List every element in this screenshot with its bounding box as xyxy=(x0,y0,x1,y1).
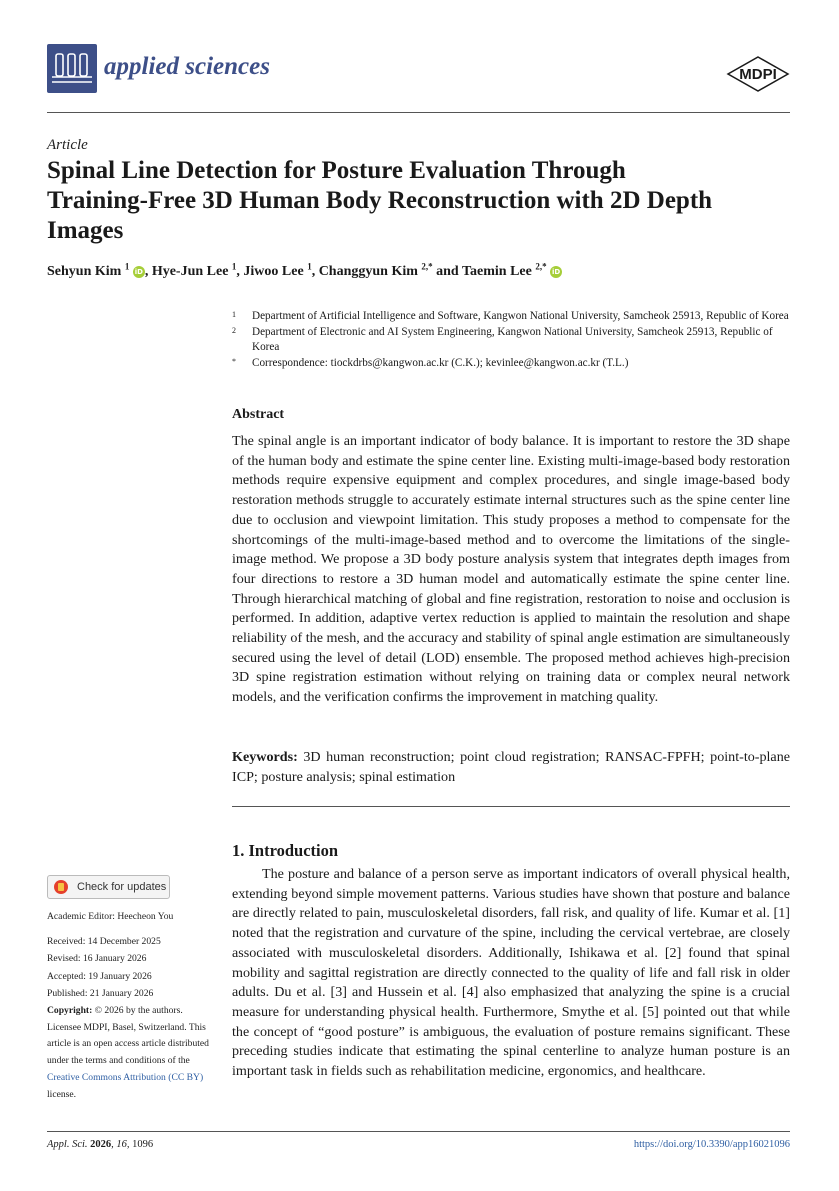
publication-dates xyxy=(47,933,217,1003)
author: Hye-Jun Lee $^1$, xyxy=(151,261,244,279)
check-updates-icon xyxy=(54,880,68,894)
orcid-icon[interactable]: iD xyxy=(551,267,561,276)
academic-editor: Academic Editor: Heecheon You xyxy=(47,911,174,922)
check-updates-label: Check for updates xyxy=(77,881,167,893)
copyright-notice: Copyright: © 2026 by the authors. Licensee MDPI, Basel, Switzerland. This article is an open access article distributed under the terms and conditions of the Creative Commons Attribution (CC BY) license. xyxy=(47,1005,209,1100)
affiliation-item: 2 Department of Electronic and AI System Engineering, Kangwon National University, Samcheok 25913, Republic of Korea xyxy=(232,325,773,354)
keywords xyxy=(232,748,790,787)
date-received: Received: 14 December 2025 xyxy=(47,936,161,947)
author: Taemin Lee $^{2,*}$ iD xyxy=(461,261,561,279)
license-link[interactable]: Creative Commons Attribution (CC BY) xyxy=(47,1071,204,1083)
section-divider xyxy=(232,806,790,807)
citation: Appl. Sci. 2026, 16, 1096 xyxy=(47,1139,154,1150)
correspondence: * Correspondence: tiockdrbs@kangwon.ac.kr (C.K.); kevinlee@kangwon.ac.kr (T.L.) xyxy=(232,356,629,369)
abstract-heading: Abstract xyxy=(232,407,285,422)
author: Jiwoo Lee $^1$, xyxy=(243,261,319,279)
journal-name: applied sciences xyxy=(104,53,270,80)
mdpi-logo-text: MDPI xyxy=(739,66,777,83)
keywords-label: Keywords: xyxy=(232,749,298,765)
author: Changgyun Kim $^{2,*}$ and xyxy=(318,261,462,279)
header-divider xyxy=(47,112,790,113)
date-revised: Revised: 16 January 2026 xyxy=(47,953,147,965)
footer-divider xyxy=(47,1131,790,1132)
abstract-body: The spinal angle is an important indicator of body balance. It is important to restore the 3D shape of the human body and estimate the spine center line. Existing multi-image-based body restoration methods require expensive equipment and complex procedures, and single image-based body restoration methods struggle to accurately estimate internal structures such as the spine center line due to occlusion and viewpoint limitation. This study proposes a method to compensate for the shortcomings of the multi-image-based method and to overcome the limitations of the single-image method. We propose a 3D body posture analysis system that integrates depth images from four directions to restore a 3D human model and automatically estimate the spine center line. Through hierarchical matching of global and fine registration, restoration to noise and occlusion is performed. In addition, adaptive vertex reduction is applied to maintain the resolution and shape reliability of the mesh, and the accuracy and stability of spinal angle estimation are simultaneously secured using the level of detail (LOD) ensemble. The proposed method achieves high-precision 3D spine registration estimation without relying on training data or complex neural network models, and the verification confirms the improvement in matching quality. xyxy=(232,433,790,706)
article-title: Spinal Line Detection for Posture Evaluation Through Training-Free 3D Human Body Reconstruction with 2D Depth Images xyxy=(47,157,713,244)
date-accepted: Accepted: 19 January 2026 xyxy=(47,970,152,982)
date-published: Published: 21 January 2026 xyxy=(47,988,154,1000)
article-type: Article xyxy=(47,137,88,153)
mdpi-logo xyxy=(726,56,790,97)
author: Sehyun Kim $^1$ iD , xyxy=(47,261,152,279)
introduction-body: The posture and balance of a person serve as important indicators of overall physical health, extending beyond simple movement patterns. Various studies have shown that posture and balance are directly related to pain, musculoskeletal disorders, fall risk, and quality of life. Kumar et al. [1] noted that the registration and curvature of the spine, including the cervical vertebrae, are closely associated with musculoskeletal disorders. Additionally, Ishikawa et al. [2] found that spinal mobility and sagittal registration are directly connected to the quality of life and fall risk in older adults. Du et al. [3] and Hussein et al. [4] also emphasized that analyzing the spine is a crucial measure for understanding physical health. Furthermore, Smythe et al. [5] pointed out that while the concept of “good posture” is ambiguous, the evaluation of posture remains significant. These preceding studies indicate that estimating the spinal centerline to analyze human posture is an important task in fields such as rehabilitation medicine, ergonomics, and healthcare. xyxy=(232,866,790,1080)
section-heading-introduction: 1. Introduction xyxy=(232,841,339,860)
check-for-updates-button[interactable] xyxy=(47,875,170,899)
affiliations xyxy=(232,309,792,371)
orcid-icon[interactable]: iD xyxy=(134,267,143,276)
author-list xyxy=(47,261,562,280)
doi-link[interactable]: https://doi.org/10.3390/app16021096 xyxy=(633,1139,790,1150)
keywords-list: 3D human reconstruction; point cloud registration; RANSAC-FPFH; point-to-plane ICP; posture analysis; spinal estimation xyxy=(232,749,790,785)
journal-logo-icon xyxy=(47,44,97,93)
affiliation-item: 1 Department of Artificial Intelligence and Software, Kangwon National University, Samcheok 25913, Republic of Korea xyxy=(232,310,789,322)
